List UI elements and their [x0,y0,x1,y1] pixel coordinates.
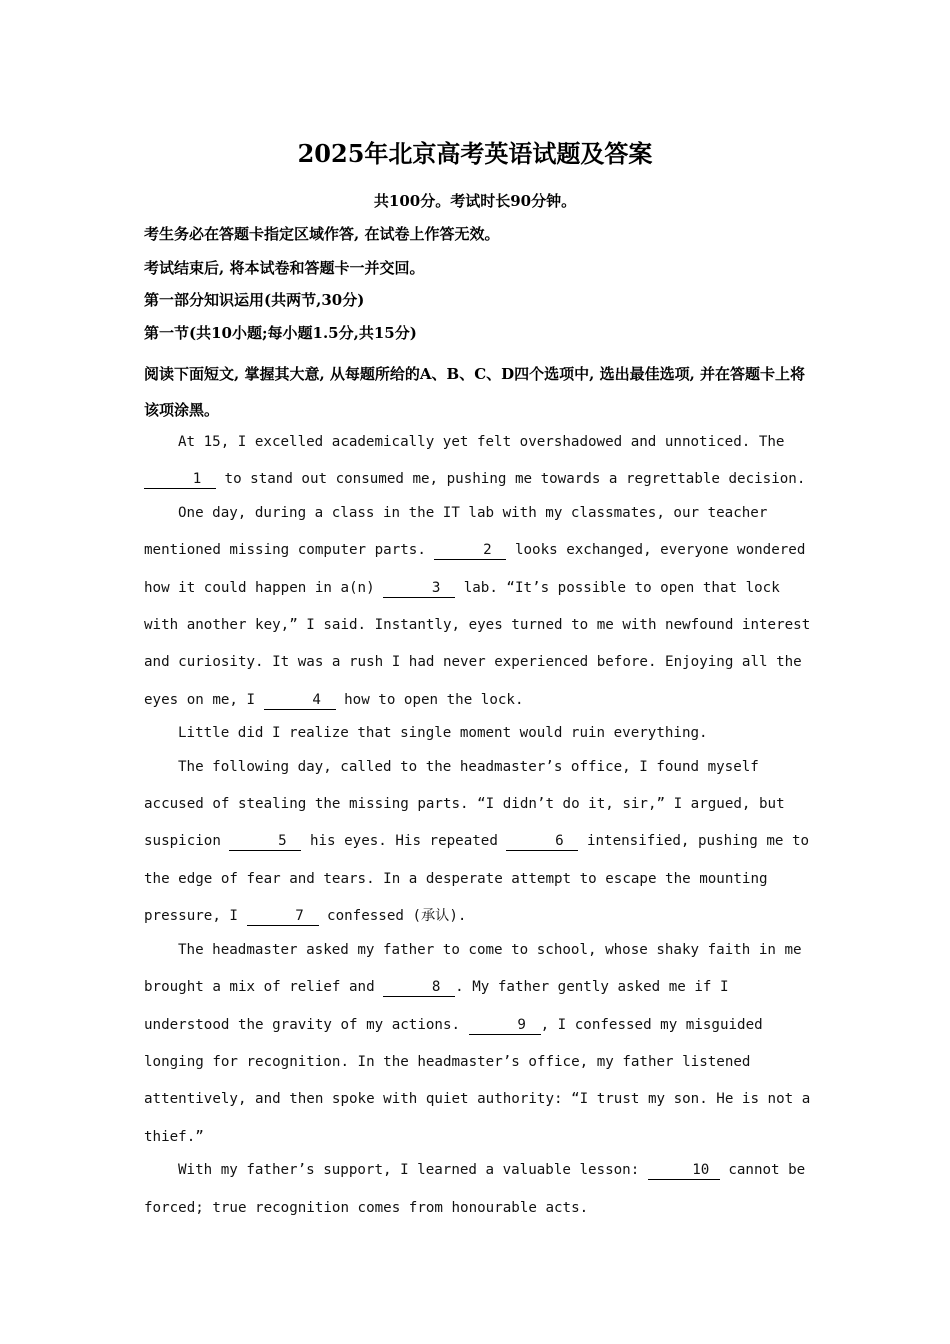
blank-3: 3 [383,579,455,598]
passage-text: cannot be forced; true recognition comes from honourable acts. [144,1162,806,1216]
passage-paragraph [144,749,814,936]
subsection-heading: 第一节(共10小题;每小题1.5分,共15分) [144,324,417,342]
passage-paragraph [144,932,814,1156]
passage-text: One day, during a class in the IT lab with my classmates, our teacher mentioned missing computer parts. [144,504,768,559]
blank-9: 9 [469,1016,541,1035]
passage-paragraph [144,715,814,752]
passage-text: The headmaster asked my father to come to school, whose shaky faith in me brought a mix of relief and [144,941,802,996]
section-heading: 第一部分知识运用(共两节,30分) [144,291,365,309]
instruction-line: 考试结束后, 将本试卷和答题卡一并交回。 [144,259,425,277]
passage-text: The following day, called to the headmaster’s office, I found myself accused of stealing the missing parts. “I didn’t do it, sir,” I argued, but suspicion [144,758,785,850]
blank-7: 7 [247,907,319,926]
page-title: 2025年北京高考英语试题及答案 [297,139,653,168]
reading-instruction: 阅读下面短文, 掌握其大意, 从每题所给的A、B、C、D四个选项中, 选出最佳选项, 并在答题卡上将该项涂黑。 [144,365,806,419]
passage-text: Little did I realize that single moment would ruin everything. [178,725,708,742]
blank-5: 5 [229,832,301,851]
passage-text: lab. “It’s possible to open that lock with another key,” I said. Instantly, eyes turned to me with newfound interest and curiosity. It was a rush I had never experienced before. Enjoying all the eyes on me, I [144,579,811,708]
passage-paragraph [144,424,814,499]
passage-text: confessed (承认). [318,908,467,925]
passage-text: intensified, pushing me to the edge of fear and tears. In a desperate attempt to escape the mounting pressure, I [144,833,810,925]
passage-text: With my father’s support, I learned a valuable lesson: [178,1162,648,1179]
blank-1: 1 [144,470,216,489]
blank-2: 2 [434,541,506,560]
passage-text: . My father gently asked me if I understood the gravity of my actions. [144,979,729,1033]
passage-paragraph [144,1152,814,1227]
passage-paragraph [144,495,814,719]
passage-text: to stand out consumed me, pushing me towards a regrettable decision. [216,471,806,488]
passage-text: , I confessed my misguided longing for recognition. In the headmaster’s office, my father listened attentively, and then spoke with quiet authority: “I trust my son. He is not a thief.” [144,1016,811,1145]
blank-6: 6 [506,832,578,851]
instruction-line: 考生务必在答题卡指定区域作答, 在试卷上作答无效。 [144,225,500,243]
blank-4: 4 [264,691,336,710]
passage-text: how to open the lock. [335,691,524,708]
exam-subtitle: 共100分。考试时长90分钟。 [373,192,577,210]
blank-10: 10 [648,1161,720,1180]
cloze-passage [144,424,814,1227]
passage-text: looks exchanged, everyone wondered how it could happen in a(n) [144,542,806,596]
passage-text: his eyes. His repeated [301,833,507,850]
blank-8: 8 [383,978,455,997]
passage-text: At 15, I excelled academically yet felt overshadowed and unnoticed. The [178,434,785,450]
